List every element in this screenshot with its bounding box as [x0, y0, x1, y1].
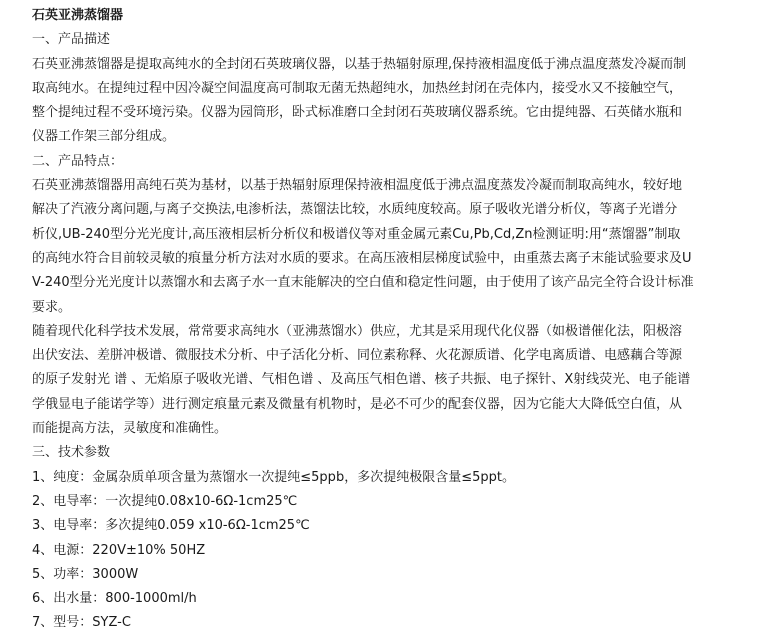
description-line: 石英亚沸蒸馏器是提取高纯水的全封闭石英玻璃仪器，以基于热辐射原理,保持液相温度低于沸点温度蒸发冷凝而制	[32, 56, 687, 72]
section-heading-features: 二、产品特点：	[32, 153, 124, 169]
features-line: 随着现代化科学技术发展，常常要求高纯水（亚沸蒸馏水）供应，尤其是采用现代化仪器（如极谱催化法，阳极溶	[32, 323, 683, 339]
features-line: 的原子发射光 谱 、无焰原子吸收光谱、气相色谱 、及高压气相色谱、核子共振、电子探针、X射线荧光、电子能谱	[32, 372, 691, 388]
section-heading-params: 三、技术参数	[32, 445, 111, 461]
features-line: 学俄显电子能诺学等）进行测定痕量元素及微量有机物时，是必不可少的配套仪器，因为它能大大降低空白值，从	[32, 396, 683, 412]
section-heading-description: 一、产品描述	[32, 32, 111, 48]
document-body	[32, 4, 744, 636]
param-conductivity-single: 2、电导率：一次提纯0.08x10-6Ω-1cm25℃	[32, 493, 298, 509]
param-purity: 1、纯度：金属杂质单项含量为蒸馏水一次提纯≤5ppb，多次提纯极限含量≤5ppt。	[32, 469, 515, 485]
param-conductivity-multi: 3、电导率：多次提纯0.059 x10-6Ω-1cm25℃	[32, 518, 310, 534]
param-water-output: 6、出水量：800-1000ml/h	[32, 591, 197, 607]
features-line: 析仪,UB-240型分光光度计,高压液相层析分析仪和极谱仪等对重金属元素Cu,Pb,Cd,Zn检测证明:用“蒸馏器”制取	[32, 226, 681, 242]
features-line: 的高纯水符合目前较灵敏的痕量分析方法对水质的要求。在高压液相层梯度试验中，由重蒸去离子末能试验要求及U	[32, 250, 692, 266]
features-line: 解决了汽液分离问题,与离子交换法,电渗析法，蒸馏法比较，水质纯度较高。原子吸收光谱分析仪，等离子光谱分	[32, 202, 678, 218]
features-line: 石英亚沸蒸馏器用高纯石英为基材，以基于热辐射原理保持液相温度低于沸点温度蒸发冷凝而制取高纯水，较好地	[32, 178, 683, 194]
param-power: 5、功率：3000W	[32, 566, 139, 582]
description-line: 整个提纯过程不受环境污染。仪器为园筒形，卧式标准磨口全封闭石英玻璃仪器系统。它由提纯器、石英储水瓶和	[32, 105, 683, 121]
description-line: 取高纯水。在提纯过程中因冷凝空间温度高可制取无菌无热超纯水，加热丝封闭在壳体内，接受水又不接触空气，	[32, 80, 683, 96]
param-power-supply: 4、电源：220V±10% 50HZ	[32, 542, 206, 558]
features-line: 出伏安法、差胼冲极谱、微服技术分析、中子活化分析、同位素称释、火花源质谱、化学电离质谱、电感藕合等源	[32, 348, 683, 364]
features-line: 而能提高方法，灵敏度和准确性。	[32, 421, 228, 437]
document-title: 石英亚沸蒸馏器	[32, 8, 124, 23]
param-model: 7、型号：SYZ-C	[32, 615, 131, 631]
features-line: 要求。	[32, 299, 72, 315]
description-line: 仪器工作架三部分组成。	[32, 129, 176, 145]
features-line: V-240型分光光度计以蒸馏水和去离子水一直末能解决的空白值和稳定性问题，由于使用了该产品完全符合设计标准	[32, 275, 694, 291]
